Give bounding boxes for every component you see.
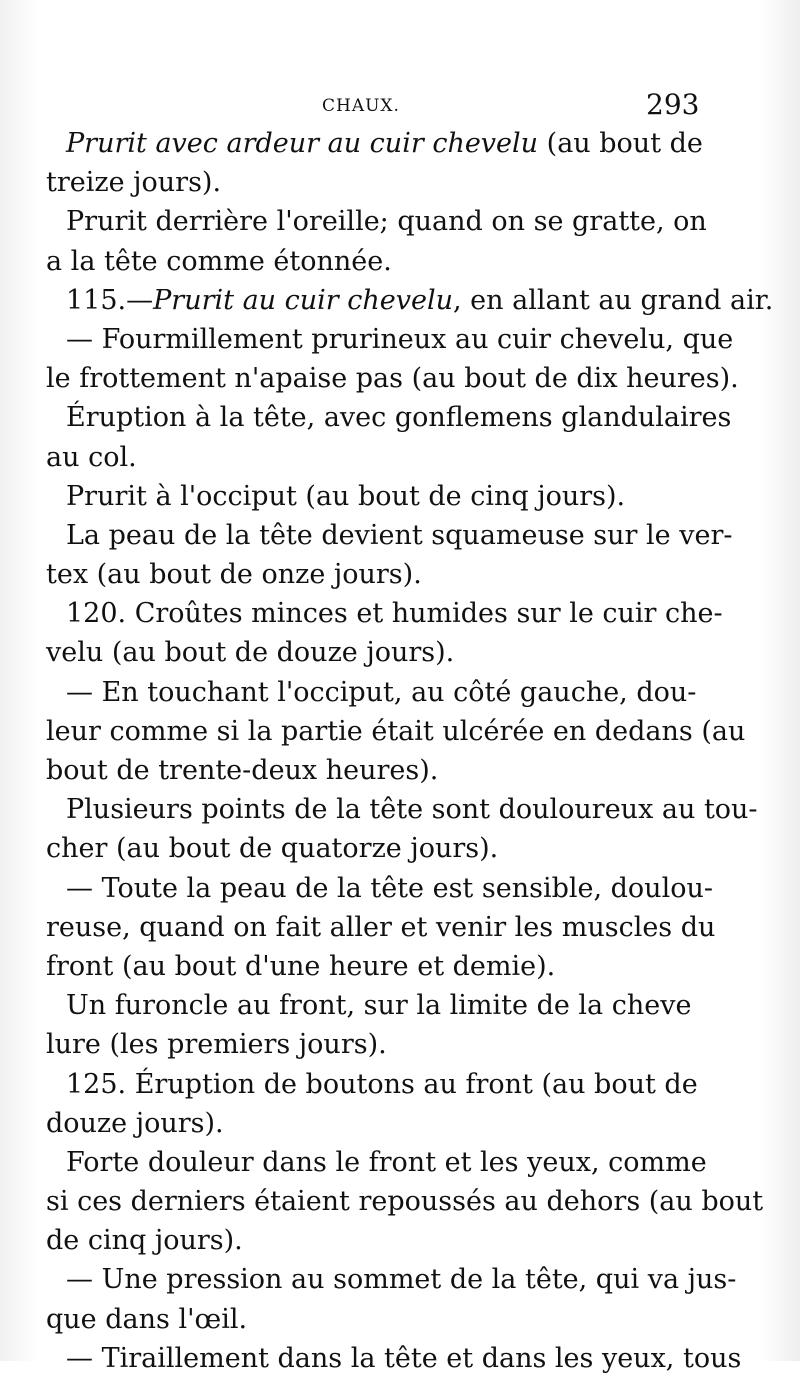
text-segment: Un furoncle au front, sur la limite de la cheve — [66, 990, 692, 1022]
text-line — [46, 124, 714, 163]
text-line — [46, 320, 734, 359]
text-line — [46, 947, 714, 986]
text-line — [46, 633, 714, 672]
text-segment: Forte douleur dans le front et les yeux, comme — [66, 1146, 707, 1178]
text-segment: 120. Croûtes minces et humides sur le cuir che- — [66, 598, 723, 630]
text-segment: — Toute la peau de la tête est sensible, doulou- — [66, 872, 713, 904]
text-segment: reuse, quand on fait aller et venir les muscles du — [46, 911, 716, 943]
text-segment: — En touchant l'occiput, au côté gauche, dou- — [66, 676, 697, 708]
text-segment: de cinq jours). — [46, 1225, 243, 1257]
text-line — [46, 202, 714, 241]
text-segment: — Tiraillement dans la tête et dans les yeux, tous — [66, 1342, 742, 1374]
text-line — [46, 790, 758, 829]
text-line — [46, 751, 714, 790]
text-segment: si ces derniers étaient repoussés au dehors (au bout — [46, 1186, 764, 1218]
running-head: CHAUX. — [322, 96, 400, 116]
text-segment: leur comme si la partie était ulcérée en dedans (au — [46, 715, 746, 747]
text-segment: au col. — [46, 441, 137, 473]
text-segment: lure (les premiers jours). — [46, 1029, 387, 1061]
text-line — [46, 1182, 764, 1221]
text-segment: , en allant au grand air. — [453, 284, 774, 316]
text-line — [46, 829, 714, 868]
text-line — [46, 281, 774, 320]
text-segment: 125. Éruption de boutons au front (au bout de — [66, 1068, 698, 1100]
text-line — [46, 242, 714, 281]
text-segment: La peau de la tête devient squameuse sur le ver- — [66, 519, 733, 551]
text-line — [46, 1104, 714, 1143]
text-segment: bout de trente-deux heures). — [46, 755, 439, 786]
text-line — [46, 1260, 737, 1299]
text-line — [46, 438, 714, 477]
text-segment: — Fourmillement prurineux au cuir chevelu, que — [66, 323, 734, 355]
text-line — [46, 594, 723, 633]
text-segment: velu (au bout de douze jours). — [46, 637, 455, 669]
text-line — [46, 712, 746, 751]
text-segment: treize jours). — [46, 167, 222, 199]
text-segment: 115.— — [66, 284, 154, 316]
text-segment: le frottement n'apaise pas (au bout de dix heures). — [46, 363, 739, 395]
italic-text-segment: Prurit avec ardeur au cuir chevelu — [66, 128, 539, 159]
text-line — [46, 986, 714, 1025]
text-line — [46, 1065, 714, 1104]
text-line — [46, 1025, 714, 1064]
text-line — [46, 477, 714, 516]
text-line — [46, 516, 733, 555]
text-line — [46, 359, 739, 398]
text-line — [46, 1221, 714, 1260]
text-segment: cher (au bout de quatorze jours). — [46, 833, 499, 865]
text-line — [46, 1143, 714, 1182]
italic-text-segment: Prurit au cuir chevelu — [153, 284, 454, 316]
page-header — [0, 88, 800, 124]
text-segment: a la tête comme étonnée. — [46, 245, 392, 277]
text-line — [46, 555, 714, 594]
text-line — [46, 869, 714, 908]
text-line — [46, 1300, 714, 1339]
text-line — [46, 1339, 742, 1378]
text-segment: front (au bout d'une heure et demie). — [46, 950, 556, 982]
text-segment: Prurit à l'occiput (au bout de cinq jours). — [66, 480, 626, 512]
body-text — [46, 124, 774, 1378]
text-segment: Éruption à la tête, avec gonflemens glandulaires — [66, 402, 732, 434]
text-line — [46, 908, 714, 947]
text-segment: Plusieurs points de la tête sont douloureux au tou- — [66, 794, 758, 826]
text-segment: Prurit derrière l'oreille; quand on se gratte, on — [66, 206, 707, 238]
text-line — [46, 163, 714, 202]
text-segment: que dans l'œil. — [46, 1303, 248, 1335]
text-segment: tex (au bout de onze jours). — [46, 559, 422, 591]
text-line — [46, 398, 732, 437]
text-segment: (au bout de — [538, 128, 703, 159]
text-line — [46, 673, 714, 712]
text-segment: douze jours). — [46, 1107, 224, 1139]
page-number: 293 — [646, 88, 700, 121]
text-segment: — Une pression au sommet de la tête, qui va jus- — [66, 1264, 737, 1296]
